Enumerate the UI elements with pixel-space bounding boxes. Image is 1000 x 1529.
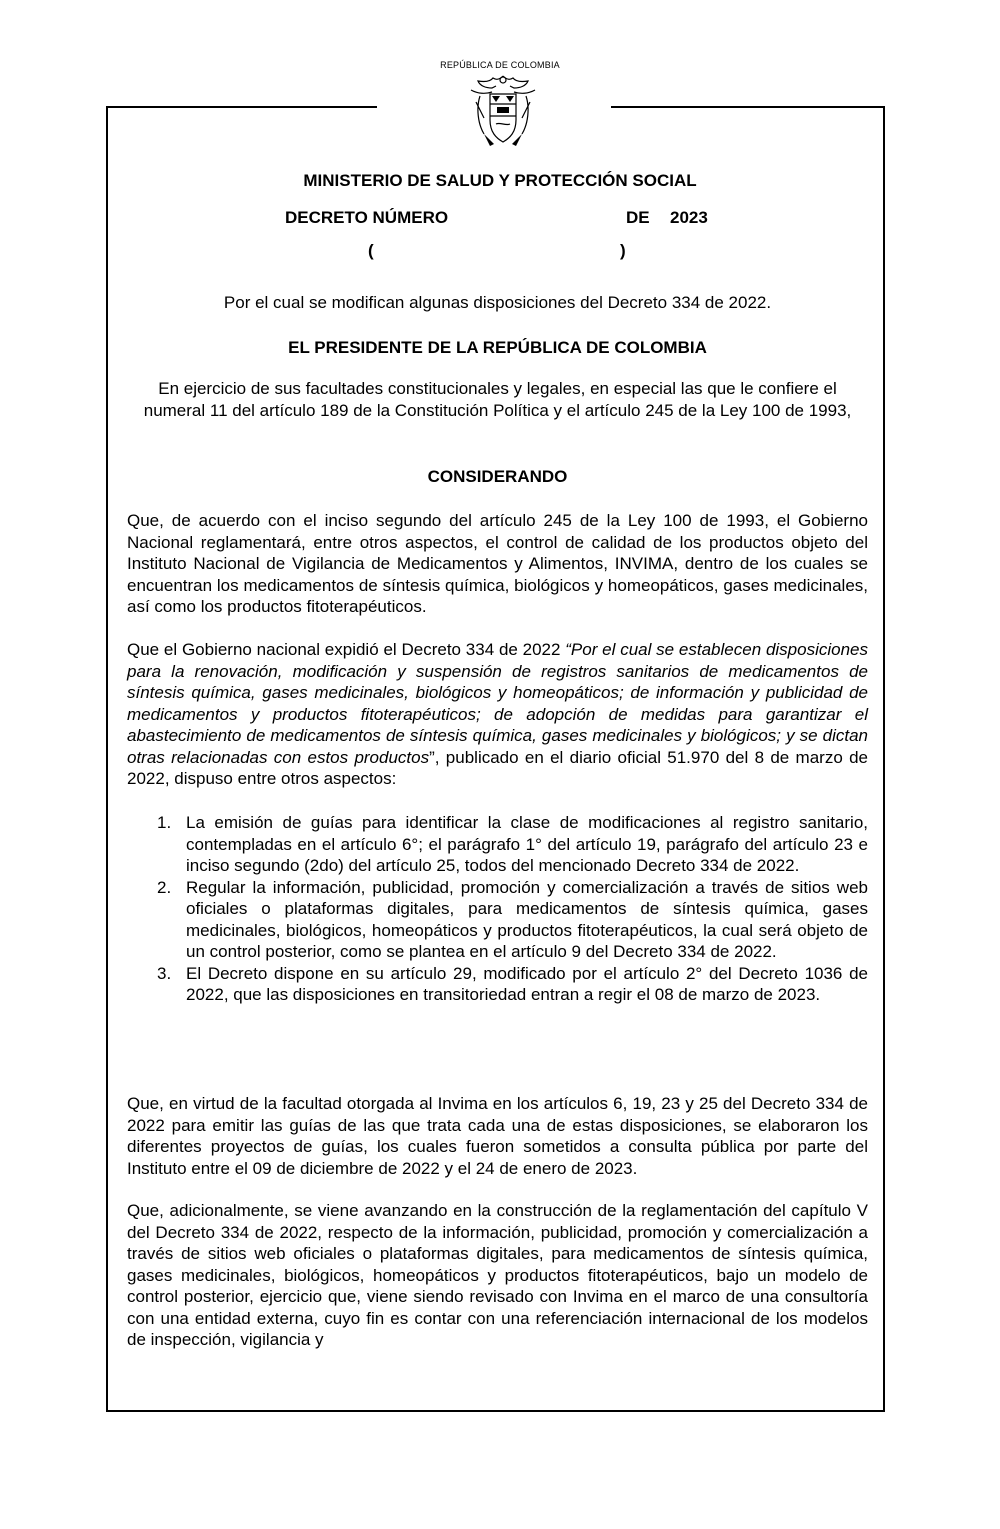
list-item-text: El Decreto dispone en su artículo 29, modificado por el artículo 2° del Decreto 1036 de 2022, que las disposiciones en transitoriedad entran a regir el 08 de marzo de 2023.: [186, 963, 868, 1004]
paragraph-4: Que, adicionalmente, se viene avanzando en la construcción de la reglamentación del capítulo V del Decreto 334 de 2022, respecto de la información, publicidad, promoción y comercialización a través de sitios web oficiales o plataformas digitales, para medicamentos de síntesis química, gases medicinales, biológicos, homeopáticos y productos fitoterapéuticos, bajo un modelo de control posterior, ejercicio que, viene siendo revisado con Invima en el marco de una consultoría con una entidad externa, cuyo fin es contar con una referenciación internacional de los modelos de inspección, vigilancia y: [127, 1201, 868, 1349]
aspects-list: [127, 812, 868, 1006]
list-item: [127, 877, 868, 963]
country-header: REPÚBLICA DE COLOMBIA: [440, 60, 560, 70]
paragraph-1: Que, de acuerdo con el inciso segundo del artículo 245 de la Ley 100 de 1993, el Gobierno Nacional reglamentará, entre otros aspectos, el control de calidad de los productos objeto del Instituto Nacional de Vigilancia de Medicamentos y Alimentos, INVIMA, dentro de los cuales se encuentran los medicamentos de síntesis química, biológicos y homeopáticos, gases medicinales, así como los productos fitoterapéuticos.: [127, 511, 868, 616]
paragraph-2-tail: ”, publicado en el diario oficial 51.970 del 8 de marzo de 2022, dispuso entre otros aspectos:: [127, 747, 868, 788]
paragraph-2-decree-title: “Por el cual se establecen disposiciones para la renovación, modificación y suspensión de registros sanitarios de medicamentos de síntesis química, gases medicinales, biológicos y homeopáticos; de información y publicidad de medicamentos y productos fitoterapéuticos; de adopción de medidas para garantizar el abastecimiento de medicamentos de síntesis química, gases medicinales y biológicos; y se dictan otras relacionadas con estos productos: [127, 640, 868, 767]
list-item-number: 2.: [157, 877, 172, 897]
decree-close-paren: ): [620, 241, 626, 260]
list-item-number: 1.: [157, 813, 172, 832]
decree-de-label: DE: [626, 208, 650, 227]
ministry-title: MINISTERIO DE SALUD Y PROTECCIÓN SOCIAL: [303, 171, 697, 190]
paragraph-2-lead: Que el Gobierno nacional expidió el Decreto 334 de 2022: [127, 640, 566, 659]
decree-year: 2023: [670, 208, 708, 227]
paragraph-2: [127, 639, 868, 790]
list-item: [127, 812, 868, 877]
list-item-text: La emisión de guías para identificar la clase de modificaciones al registro sanitario, contempladas en el artículo 6°; el parágrafo 1° del artículo 19, parágrafo del artículo 23 e inciso segundo (2do) del artículo 25, todos del mencionado Decreto 334 de 2022.: [186, 813, 868, 875]
list-item-number: 3.: [157, 963, 172, 983]
decree-open-paren: (: [368, 241, 374, 260]
authority-heading: EL PRESIDENTE DE LA REPÚBLICA DE COLOMBIA: [288, 338, 707, 357]
decree-number-label: DECRETO NÚMERO: [285, 208, 449, 227]
list-item: [127, 963, 868, 1006]
considering-heading: CONSIDERANDO: [427, 467, 568, 486]
paragraph-3: Que, en virtud de la facultad otorgada al Invima en los artículos 6, 19, 23 y 25 del Decreto 334 de 2022 para emitir las guías de las que trata cada una de estas disposiciones, se elaboraron los diferentes proyectos de guías, los cuales fueron sometidos a consulta pública por parte del Instituto entre el 09 de diciembre de 2022 y el 24 de enero de 2023.: [127, 1094, 868, 1178]
decree-subject: Por el cual se modifican algunas disposiciones del Decreto 334 de 2022.: [223, 293, 772, 312]
list-item-text: Regular la información, publicidad, promoción y comercialización a través de sitios web oficiales o plataformas digitales, para medicamentos de síntesis química, gases medicinales, biológicos, homeopáticos y productos fitoterapéuticos, la cual será objeto de un control posterior, como se plantea en el artículo 9 del Decreto 334 de 2022.: [186, 877, 868, 961]
powers-paragraph: En ejercicio de sus facultades constitucionales y legales, en especial las que le confiere el numeral 11 del artículo 189 de la Constitución Política y el artículo 245 de la Ley 100 de 1993,: [143, 379, 852, 420]
